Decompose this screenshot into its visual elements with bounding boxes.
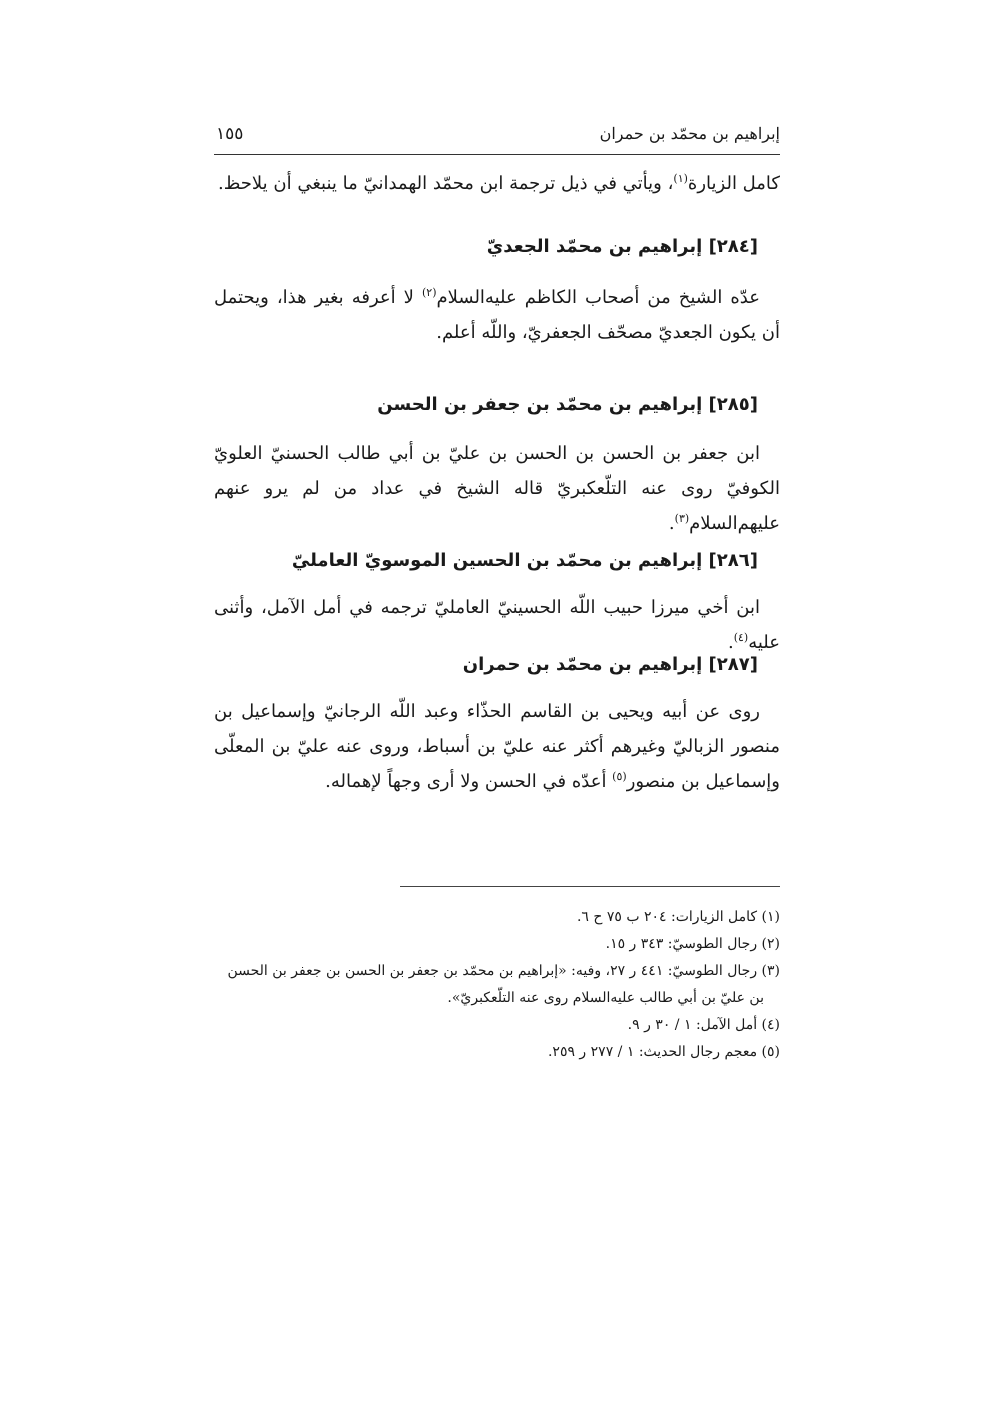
footnote-4: (٤) أمل الآمل: ١ / ٣٠ ر ٩.: [627, 1017, 780, 1033]
footnote-separator: [400, 886, 780, 887]
entry-body-287: [214, 694, 780, 799]
footnote-ref: (١): [673, 172, 688, 185]
footnote-2: (٢) رجال الطوسيّ: ٣٤٣ ر ١٥.: [605, 936, 780, 952]
entry-heading-285: [٢٨٥] إبراهيم بن محمّد بن جعفر بن الحسن: [377, 394, 758, 415]
running-title: إبراهيم بن محمّد بن حمران: [599, 124, 780, 143]
entry-text: أعدّه في الحسن ولا أرى وجهاً لإهماله.: [325, 771, 613, 792]
entry-text: ابن أخي ميرزا حبيب اللّه الحسينيّ العامليّ ترجمه في أمل الآمل، وأثنى عليه: [214, 597, 780, 653]
footnote-ref: (٢): [421, 286, 437, 299]
running-header: [214, 124, 780, 155]
entry-body-284: [214, 280, 780, 350]
entry-text: روى عن أبيه ويحيى بن القاسم الحذّاء وعبد اللّه الرجانيّ وإسماعيل بن منصور الزباليّ وغيرهم أكثر عنه عليّ بن أسباط، وروى عنه عليّ بن المعلّى وإسماعيل بن منصور: [214, 701, 780, 792]
intro-paragraph: [214, 166, 780, 201]
intro-text: كامل الزيارة: [687, 173, 780, 194]
footnote-3: (٣) رجال الطوسيّ: ٤٤١ ر ٢٧، وفيه: «إبراهيم بن محمّد بن جعفر بن الحسن بن جعفر بن الحسن: [227, 963, 780, 979]
footnote-5: (٥) معجم رجال الحديث: ١ / ٢٧٧ ر ٢٥٩.: [547, 1044, 780, 1060]
entry-text: ابن جعفر بن الحسن بن الحسن بن عليّ بن أبي طالب الحسنيّ العلويّ الكوفيّ روى عنه التلّعكبريّ قاله الشيخ في عداد من لم يرو عنهم عليهم‌السلام: [214, 443, 780, 534]
entry-heading-286: [٢٨٦] إبراهيم بن محمّد بن الحسين الموسويّ العامليّ: [291, 550, 758, 571]
entry-body-285: [214, 436, 780, 541]
intro-text-2: ، ويأتي في ذيل ترجمة ابن محمّد الهمدانيّ ما ينبغي أن يلاحظ.: [217, 173, 674, 194]
footnotes: [214, 904, 780, 1066]
entry-text: .: [668, 513, 675, 534]
footnote-1: (١) كامل الزيارات: ٢٠٤ ب ٧٥ ح ٦.: [576, 909, 780, 925]
footnote-3-continued: بن عليّ بن أبي طالب عليه‌السلام روى عنه التلّعكبريّ».: [447, 990, 764, 1006]
footnote-ref: (٥): [612, 770, 627, 783]
entry-heading-287: [٢٨٧] إبراهيم بن محمّد بن حمران: [462, 654, 758, 675]
entry-body-286: [214, 590, 780, 660]
entry-text: .: [727, 632, 734, 653]
footnote-ref: (٣): [674, 512, 690, 525]
entry-text: لا أعرفه بغير هذا، ويحتمل أن يكون الجعديّ مصحّف الجعفريّ، واللّه أعلم.: [214, 287, 780, 343]
footnote-ref: (٤): [733, 631, 749, 644]
page-number: ١٥٥: [216, 124, 244, 144]
entry-heading-284: [٢٨٤] إبراهيم بن محمّد الجعديّ: [486, 236, 758, 257]
entry-text: عدّه الشيخ من أصحاب الكاظم عليه‌السلام: [436, 287, 760, 308]
